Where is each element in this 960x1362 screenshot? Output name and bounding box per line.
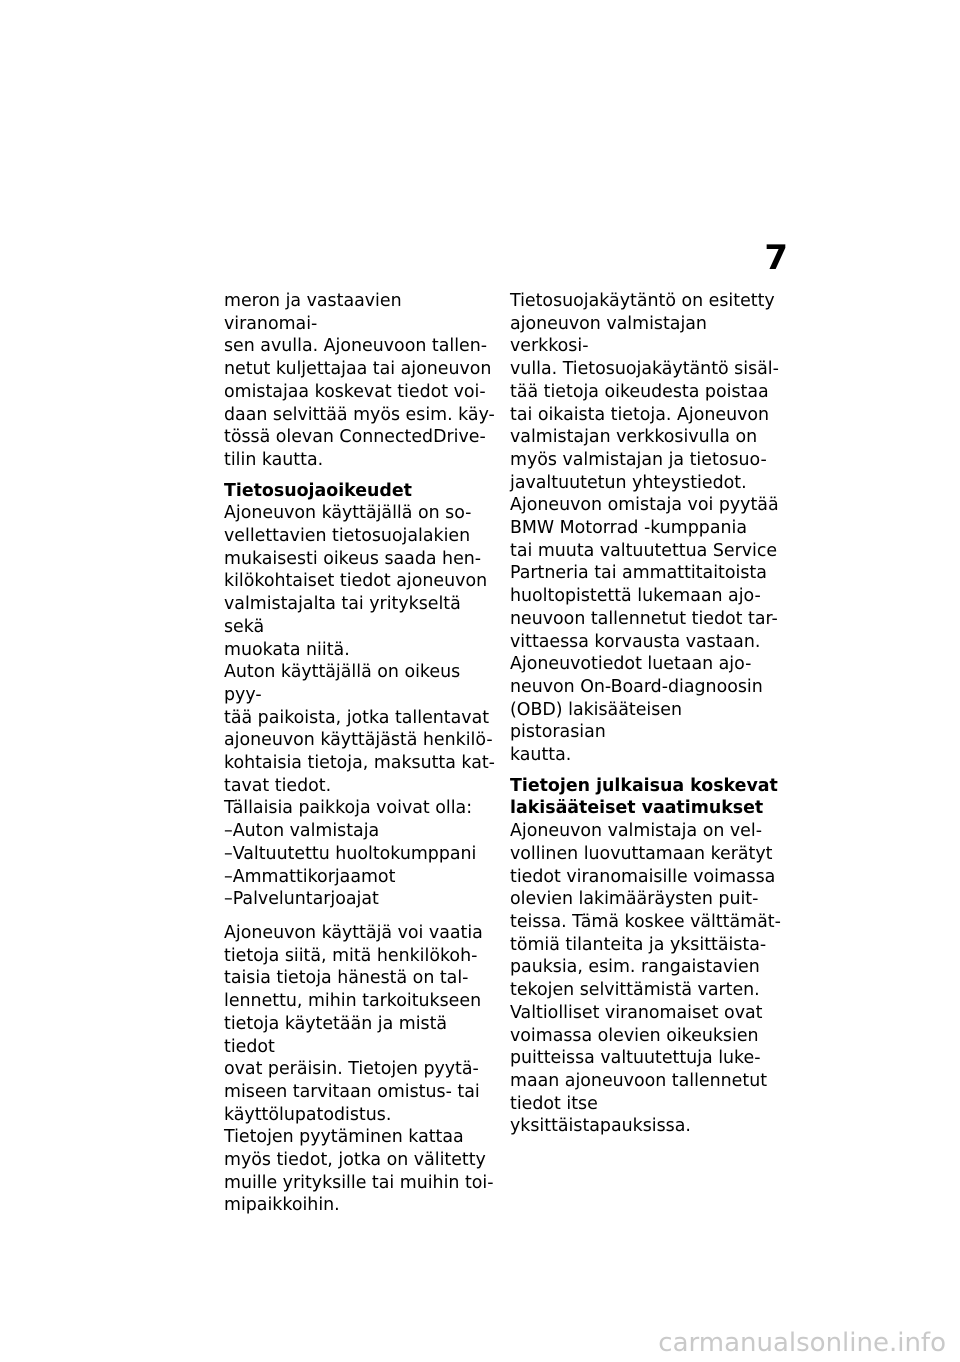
list-item: – Ammattikorjaamot [224,866,496,889]
request-scope-paragraph: Tietojen pyytäminen kattaa myös tiedot, jotka on välitetty muille yrityksille tai muihin toi- mipaikkoihin. [224,1127,494,1216]
right-column [510,290,782,1138]
watermark: carmanualsonline.info [658,1328,946,1358]
manufacturer-obligation-paragraph: Ajoneuvon valmistaja on vel- vollinen luovuttamaan kerätyt tiedot viranomaisille voimassa olevien lakimääräysten puit- teissa. Tämä koskee välttämät- tömiä tilanteita ja yksittäista- pauksia, esim. rangaistavien tekojen selvittämistä varten. [510,821,781,1001]
privacy-rights-paragraph: Ajoneuvon käyttäjällä on so- vellettavien tietosuojalakien mukaisesti oikeus saada hen- kilökohtaiset tiedot ajoneuvon valmistajalta tai yritykseltä sekä muokata niitä. [224,503,488,660]
list-item: – Palveluntarjoajat [224,888,496,911]
request-locations-paragraph: Auton käyttäjällä on oikeus pyy- tää paikoista, jotka tallentavat ajoneuvon käyttäjästä henkilö- kohtaisia tietoja, maksutta kat- tavat tiedot. [224,662,495,796]
disclosure-requirements-heading: Tietojen julkaisua koskevat lakisääteiset vaatimukset [510,775,778,819]
owner-request-paragraph: Ajoneuvon omistaja voi pyytää BMW Motorrad -kumppania tai muuta valtuutettua Service Partneria tai ammattitaitoista huoltopistettä lukemaan ajo- neuvoon tallennetut tiedot tar- vittaessa korvausta vastaan. [510,495,779,652]
list-item: – Valtuutettu huoltokumppani [224,843,496,866]
authorities-paragraph: Valtiolliset viranomaiset ovat voimassa olevien oikeuksien puitteissa valtuutettuja luke- maan ajoneuvoon tallennetut tiedot itse yksittäistapauksissa. [510,1002,768,1137]
user-request-paragraph: Ajoneuvon käyttäjä voi vaatia tietoja siitä, mitä henkilökoh- taisia tietoja hänestä on tal- lennettu, mihin tarkoitukseen tietoja käytetään ja mistä tiedot ovat peräisin. Tietojen pyytä- miseen tarvitaan omistus- tai käyttölupatodistus. [224,922,483,1125]
obd-paragraph: Ajoneuvotiedot luetaan ajo- neuvon On-Board-diagnoosin (OBD) lakisääteisen pistorasian kautta. [510,654,763,766]
locations-list [224,820,496,911]
left-column [224,290,496,1217]
privacy-rights-heading: Tietosuojaoikeudet [224,480,412,501]
list-intro: Tällaisia paikkoja voivat olla: [224,798,473,819]
intro-paragraph: meron ja vastaavien viranomai- sen avulla. Ajoneuvoon tallen- netut kuljettajaa tai ajoneuvon omistajaa koskevat tiedot voi- daan selvittää myös esim. käy- tössä olevan ConnectedDrive- tilin kautta. [224,291,495,470]
list-item: – Auton valmistaja [224,820,496,843]
page-number: 7 [764,238,788,278]
privacy-policy-paragraph: Tietosuojakäytäntö on esitetty ajoneuvon valmistajan verkkosi- vulla. Tietosuojakäytäntö sisäl- tää tietoja oikeudesta poistaa tai oikaista tietoja. Ajoneuvon valmistajan verkkosivulla on myös valmistajan ja tietosuo- javaltuutetun yhteystiedot. [510,291,779,493]
